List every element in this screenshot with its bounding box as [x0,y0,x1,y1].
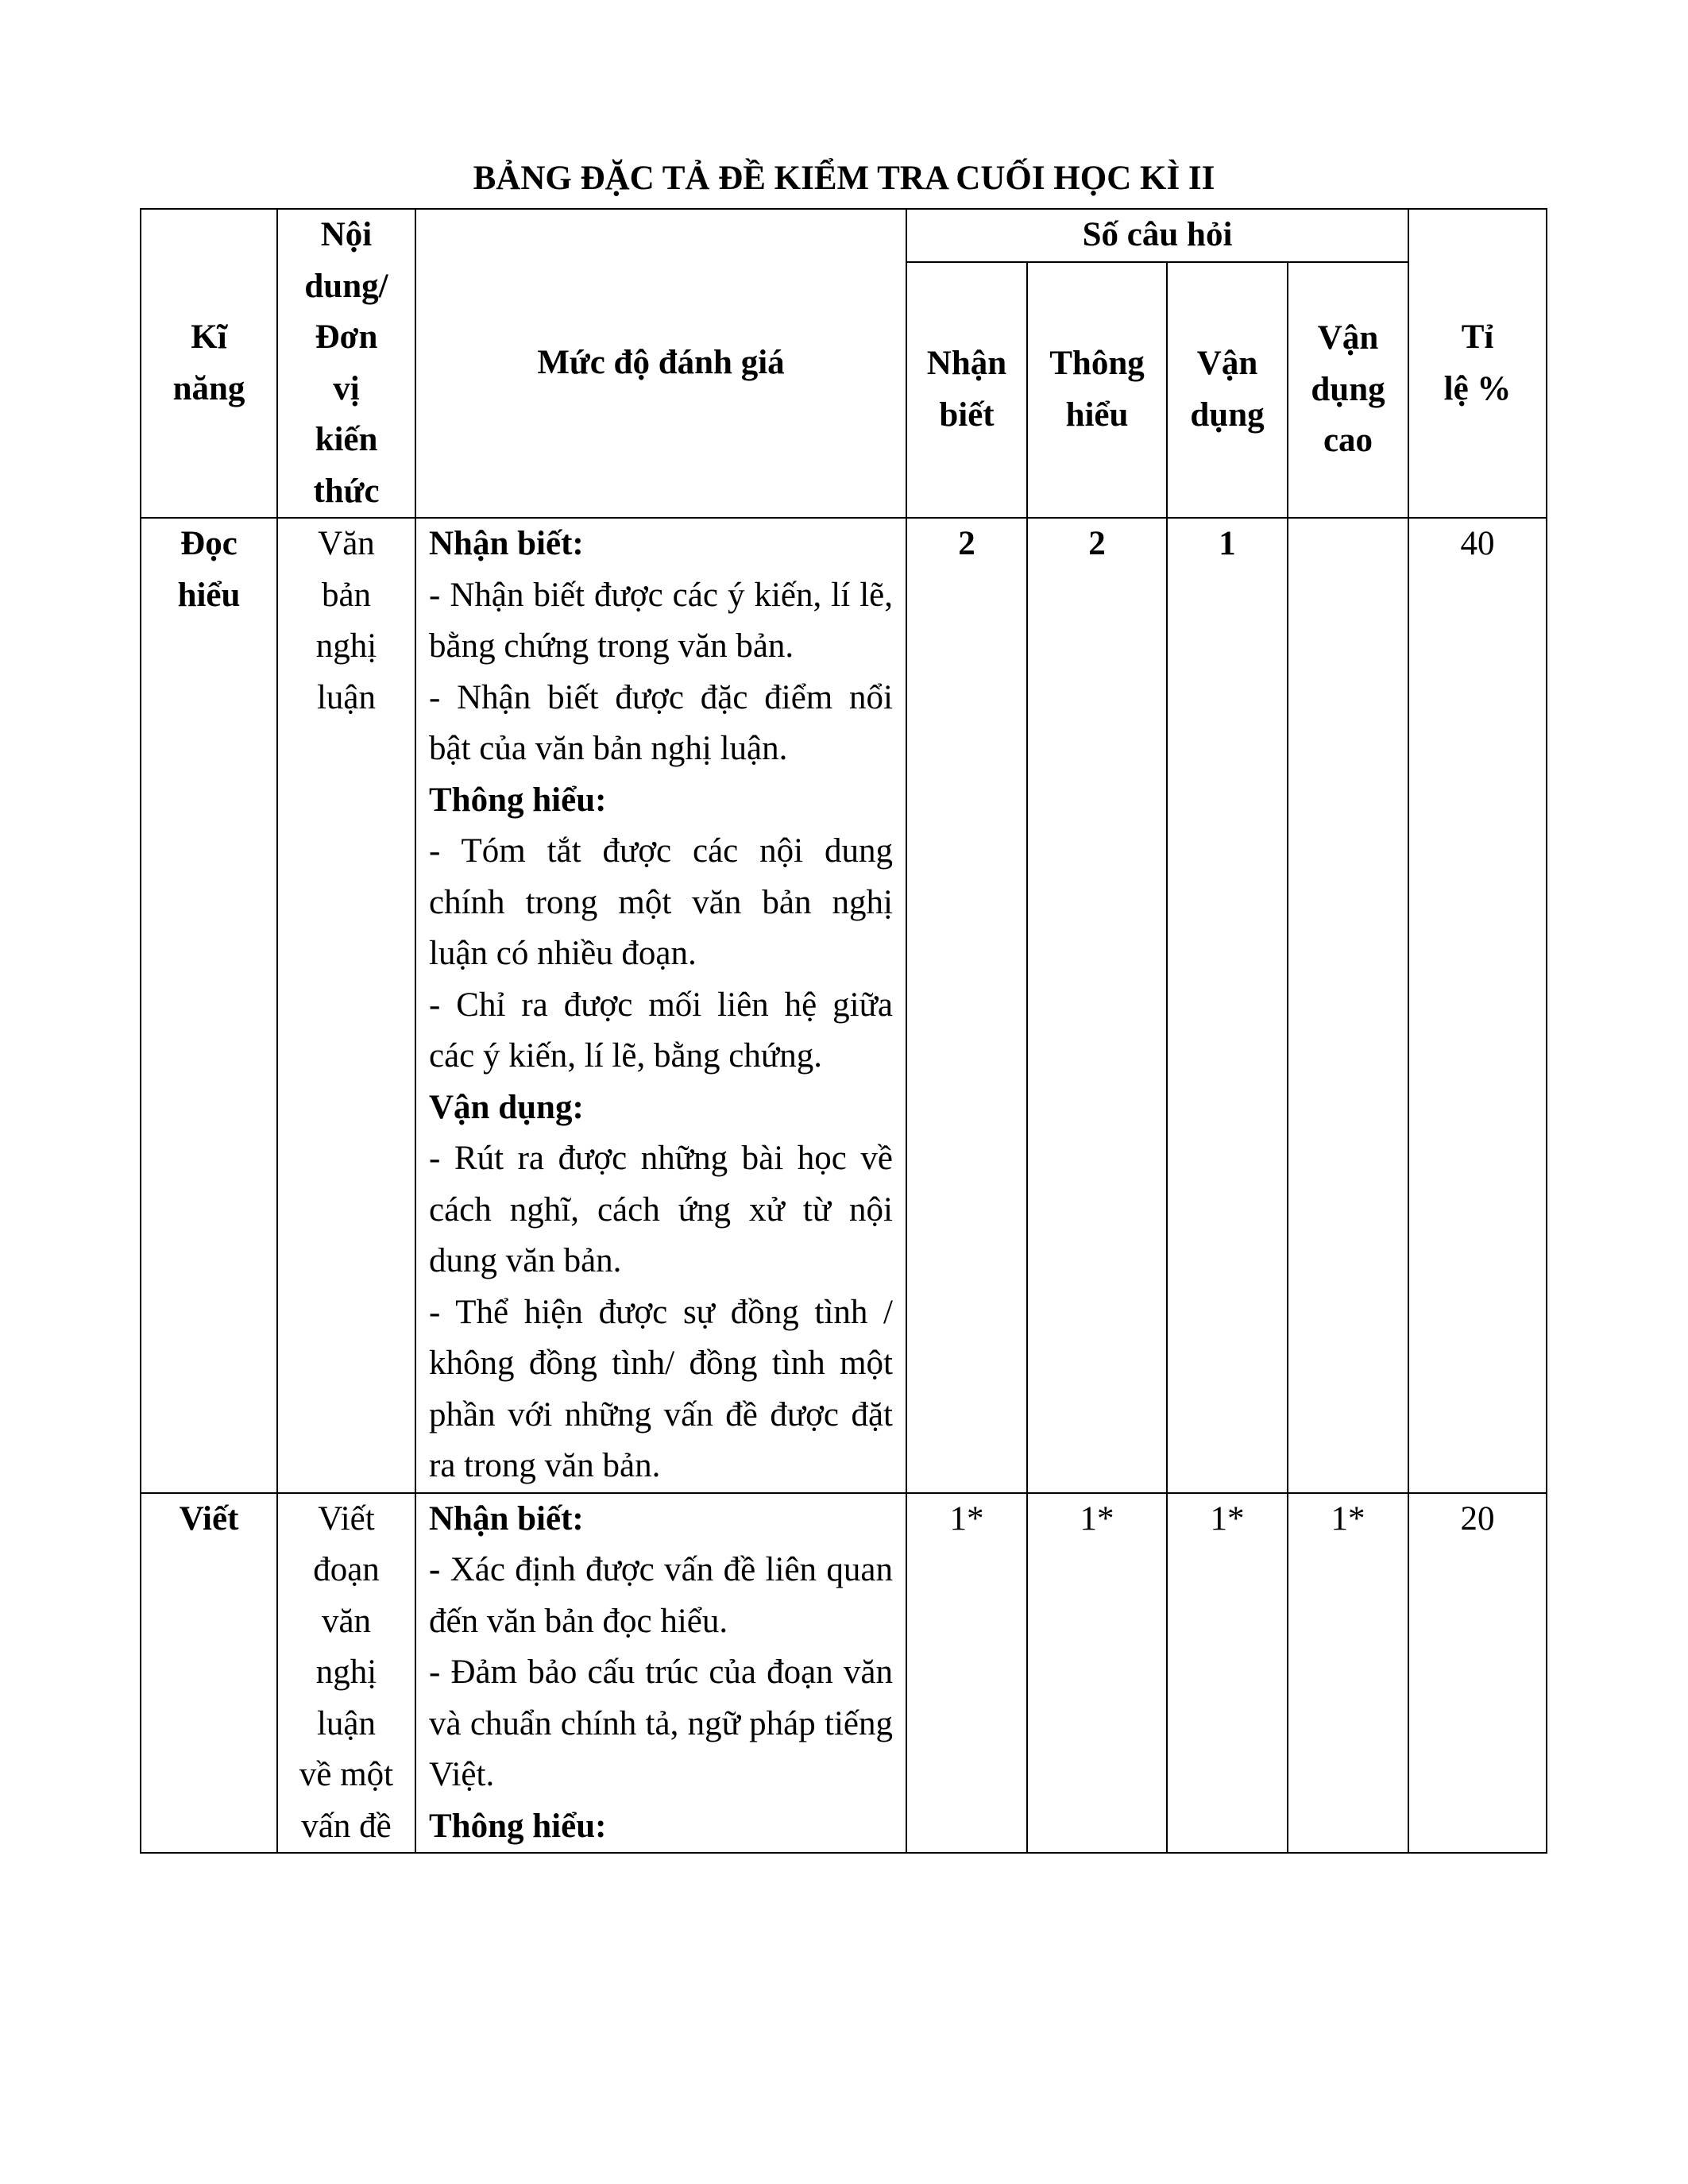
content-line: bản [321,576,372,614]
header-ratio [1408,209,1547,518]
criteria-item: - Chỉ ra được mối liên hệ giữa các ý kiến, lí lẽ, bằng chứng. [429,986,893,1075]
table-row [141,518,1547,1493]
header-recognize-line: Nhận [926,345,1007,383]
header-content-line: dung/ [304,267,388,305]
header-recognize [906,262,1027,518]
count-understand: 2 [1027,518,1167,1493]
header-content-line: Nội [320,216,373,253]
content-line: luận [316,678,377,716]
header-recognize-line: biết [939,396,995,434]
count-understand: 1* [1027,1493,1167,1854]
header-understand-line: Thông [1049,345,1145,383]
content-line: Văn [318,525,375,562]
criteria-dash: - [429,1551,441,1588]
header-skill [141,209,277,518]
header-skill-line: năng [172,369,245,407]
header-criteria: Mức độ đánh giá [415,209,906,518]
count-recognize: 2 [906,518,1027,1493]
ratio-cell: 20 [1408,1493,1547,1854]
header-apply-line: dụng [1190,396,1265,434]
content-line: về một [299,1756,394,1793]
criteria-item: - Thể hiện được sự đồng tình / không đồng tình/ đồng tình một phần với những vấn đề được đặt ra trong văn bản. [429,1293,893,1484]
count-recognize: 1* [906,1493,1027,1854]
count-apply: 1 [1167,518,1288,1493]
skill-cell [141,518,277,1493]
header-ratio-line: lệ % [1443,369,1512,407]
skill-line: Viết [179,1499,239,1538]
header-content [277,209,415,518]
content-line: luận [316,1704,377,1742]
content-line: nghị [315,627,377,665]
document-title: BẢNG ĐẶC TẢ ĐỀ KIỂM TRA CUỐI HỌC KÌ II [473,160,1215,197]
header-row-1 [141,209,1547,262]
criteria-cell [415,1493,906,1854]
level-heading: Nhận biết: [429,525,584,562]
content-line: văn [321,1602,372,1640]
criteria-item: - Nhận biết được đặc điểm nổi bật của văn bản nghị luận. [429,678,893,767]
header-understand-line: hiểu [1065,396,1129,434]
criteria-item: - Đảm bảo cấu trúc của đoạn văn và chuẩn chính tả, ngữ pháp tiếng Việt. [429,1653,893,1793]
count-apply: 1* [1167,1493,1288,1854]
content-line: đoạn [313,1551,380,1588]
count-apply-high: 1* [1288,1493,1408,1854]
specification-table [140,208,1547,1854]
content-line: nghị [315,1653,377,1691]
criteria-item: - Tóm tắt được các nội dung chính trong một văn bản nghị luận có nhiều đoạn. [429,832,893,972]
header-skill-line: Kĩ [191,318,227,356]
header-apply-high [1288,262,1408,518]
content-cell [277,1493,415,1854]
criteria-item-text: Xác định được vấn đề liên quan đến văn bản đọc hiểu. [429,1551,893,1640]
count-apply-high [1288,518,1408,1493]
header-apply-high-line: cao [1323,422,1373,460]
skill-cell [141,1493,277,1854]
skill-line: hiểu [177,576,241,614]
criteria-cell [415,518,906,1493]
header-ratio-line: Tỉ [1461,318,1494,356]
header-apply-high-line: Vận [1317,319,1379,357]
header-content-line: thức [313,472,380,510]
header-apply-line: Vận [1196,345,1258,383]
header-content-line: vị [333,369,360,407]
level-heading: Nhận biết: [429,1499,584,1538]
header-understand [1027,262,1167,518]
header-apply [1167,262,1288,518]
content-line: Viết [318,1499,375,1538]
criteria-item: - Rút ra được những bài học về cách nghĩ, cách ứng xử từ nội dung văn bản. [429,1140,893,1279]
content-cell [277,518,415,1493]
level-heading: Vận dụng: [429,1088,584,1126]
ratio-cell: 40 [1408,518,1547,1493]
table-row [141,1493,1547,1854]
header-apply-high-line: dụng [1311,370,1385,408]
level-heading: Thông hiểu: [429,1807,607,1845]
content-line: vấn đề [301,1807,392,1845]
criteria-item: - Nhận biết được các ý kiến, lí lẽ, bằng chứng trong văn bản. [429,576,893,665]
skill-line: Đọc [180,525,238,562]
level-heading: Thông hiểu: [429,781,607,819]
header-questions: Số câu hỏi [906,209,1408,262]
header-content-line: Đơn [315,318,378,356]
header-content-line: kiến [315,421,378,458]
criteria-item [429,1545,893,1647]
